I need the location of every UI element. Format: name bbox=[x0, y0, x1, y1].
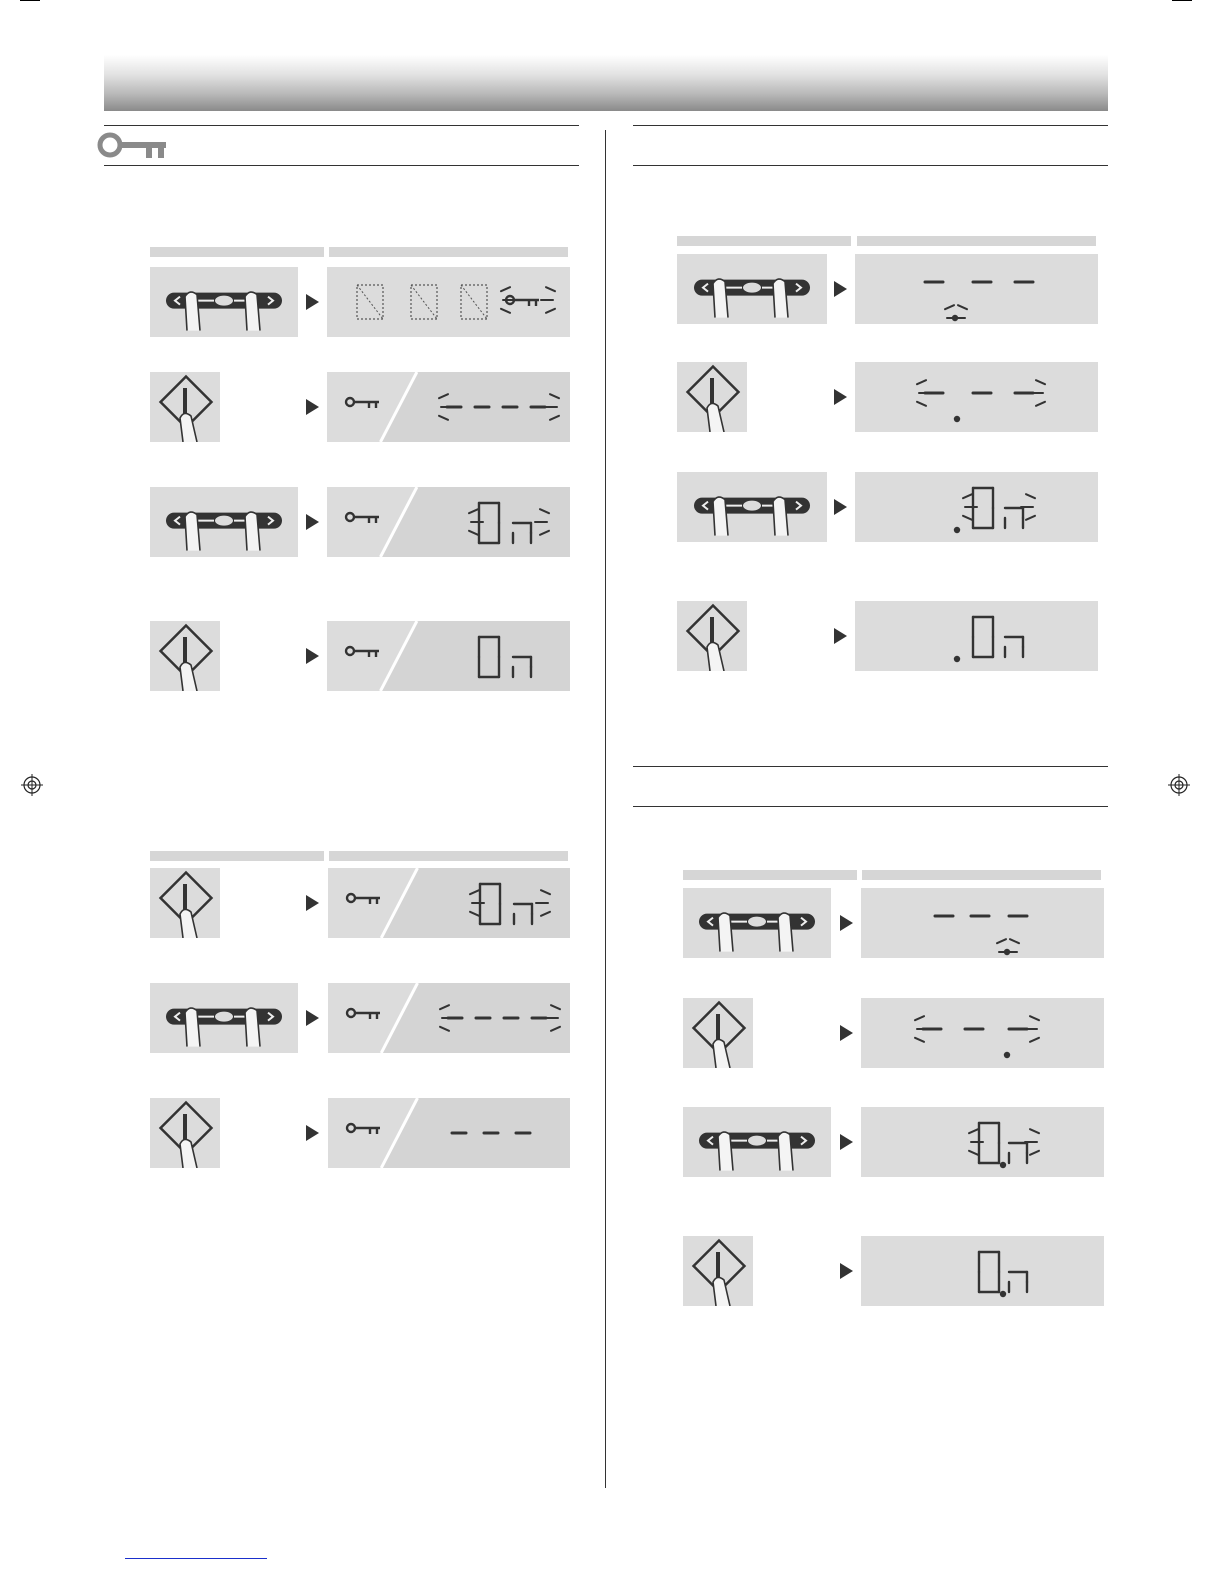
lcd-display-panel bbox=[328, 983, 570, 1053]
crop-mark bbox=[20, 0, 40, 1]
column-header-control bbox=[150, 247, 324, 257]
lcd-display bbox=[855, 362, 1098, 432]
arrow-right-icon bbox=[306, 1125, 319, 1141]
power-button bbox=[150, 621, 220, 691]
column-divider bbox=[605, 130, 606, 1488]
lcd-display bbox=[861, 888, 1104, 958]
slide-select-button bbox=[677, 472, 827, 542]
power-button bbox=[150, 372, 220, 442]
arrow-right-icon bbox=[840, 1263, 853, 1279]
column-header-display bbox=[862, 870, 1101, 880]
lcd-display bbox=[855, 254, 1098, 324]
arrow-right-icon bbox=[834, 389, 847, 405]
lcd-display-panel bbox=[327, 267, 570, 337]
lcd-display-panel bbox=[861, 998, 1104, 1068]
power-button-icon bbox=[677, 362, 747, 432]
section-rule bbox=[104, 125, 579, 126]
lcd-display bbox=[327, 487, 570, 557]
section-rule bbox=[633, 125, 1108, 126]
slide-select-button bbox=[677, 254, 827, 324]
column-header-display bbox=[329, 247, 568, 257]
slide-select-button bbox=[683, 888, 831, 958]
slide-select-button-icon bbox=[150, 983, 298, 1053]
power-button bbox=[150, 1098, 220, 1168]
power-button-icon bbox=[150, 868, 220, 938]
header-bar bbox=[104, 55, 1108, 111]
lcd-display-panel bbox=[855, 254, 1098, 324]
arrow-right-icon bbox=[840, 1025, 853, 1041]
arrow-right-icon bbox=[306, 1010, 319, 1026]
slide-select-button bbox=[150, 983, 298, 1053]
slide-select-button-icon bbox=[150, 487, 298, 557]
lcd-display bbox=[861, 1236, 1104, 1306]
section-rule bbox=[104, 165, 579, 166]
lcd-display-panel bbox=[327, 621, 570, 691]
lcd-display-panel bbox=[327, 372, 570, 442]
column-header-control bbox=[150, 851, 324, 861]
power-button-icon bbox=[150, 621, 220, 691]
lcd-display-panel bbox=[861, 1236, 1104, 1306]
lcd-display bbox=[327, 621, 570, 691]
slide-select-button-icon bbox=[683, 1107, 831, 1177]
arrow-right-icon bbox=[834, 628, 847, 644]
lcd-display-panel bbox=[855, 601, 1098, 671]
power-button bbox=[683, 998, 753, 1068]
slide-select-button bbox=[150, 267, 298, 337]
column-header-display bbox=[329, 851, 568, 861]
power-button-icon bbox=[683, 1236, 753, 1306]
lcd-display bbox=[327, 372, 570, 442]
slide-select-button-icon bbox=[677, 472, 827, 542]
power-button bbox=[150, 868, 220, 938]
section-rule bbox=[633, 766, 1108, 767]
slide-select-button-icon bbox=[683, 888, 831, 958]
lcd-display-panel bbox=[327, 487, 570, 557]
lcd-display-panel bbox=[861, 1107, 1104, 1177]
power-button bbox=[683, 1236, 753, 1306]
arrow-right-icon bbox=[306, 294, 319, 310]
arrow-right-icon bbox=[840, 915, 853, 931]
arrow-right-icon bbox=[834, 281, 847, 297]
lcd-display-panel bbox=[855, 472, 1098, 542]
slide-select-button bbox=[150, 487, 298, 557]
lcd-display-panel bbox=[328, 1098, 570, 1168]
lcd-display bbox=[861, 1107, 1104, 1177]
column-header-control bbox=[683, 870, 857, 880]
arrow-right-icon bbox=[306, 895, 319, 911]
lcd-display bbox=[328, 1098, 570, 1168]
section-rule bbox=[633, 165, 1108, 166]
lcd-display bbox=[855, 601, 1098, 671]
lcd-display bbox=[861, 998, 1104, 1068]
crop-mark bbox=[1172, 0, 1192, 1]
lcd-display-panel bbox=[328, 868, 570, 938]
power-button bbox=[677, 601, 747, 671]
arrow-right-icon bbox=[306, 648, 319, 664]
slide-select-button-icon bbox=[150, 267, 298, 337]
registration-mark-icon bbox=[1168, 774, 1190, 796]
arrow-right-icon bbox=[306, 514, 319, 530]
lcd-display bbox=[327, 267, 570, 337]
power-button-icon bbox=[150, 372, 220, 442]
power-button bbox=[677, 362, 747, 432]
lcd-display bbox=[328, 868, 570, 938]
column-header-control bbox=[677, 236, 851, 246]
slide-select-button-icon bbox=[677, 254, 827, 324]
section-rule bbox=[633, 806, 1108, 807]
key-icon bbox=[96, 130, 168, 160]
registration-mark-icon bbox=[21, 774, 43, 796]
lcd-display bbox=[855, 472, 1098, 542]
power-button-icon bbox=[683, 998, 753, 1068]
power-button-icon bbox=[150, 1098, 220, 1168]
slide-select-button bbox=[683, 1107, 831, 1177]
arrow-right-icon bbox=[306, 399, 319, 415]
lcd-display-panel bbox=[861, 888, 1104, 958]
arrow-right-icon bbox=[840, 1134, 853, 1150]
arrow-right-icon bbox=[834, 499, 847, 515]
lcd-display bbox=[328, 983, 570, 1053]
column-header-display bbox=[857, 236, 1096, 246]
bottom-link-line bbox=[125, 1558, 267, 1559]
lcd-display-panel bbox=[855, 362, 1098, 432]
power-button-icon bbox=[677, 601, 747, 671]
